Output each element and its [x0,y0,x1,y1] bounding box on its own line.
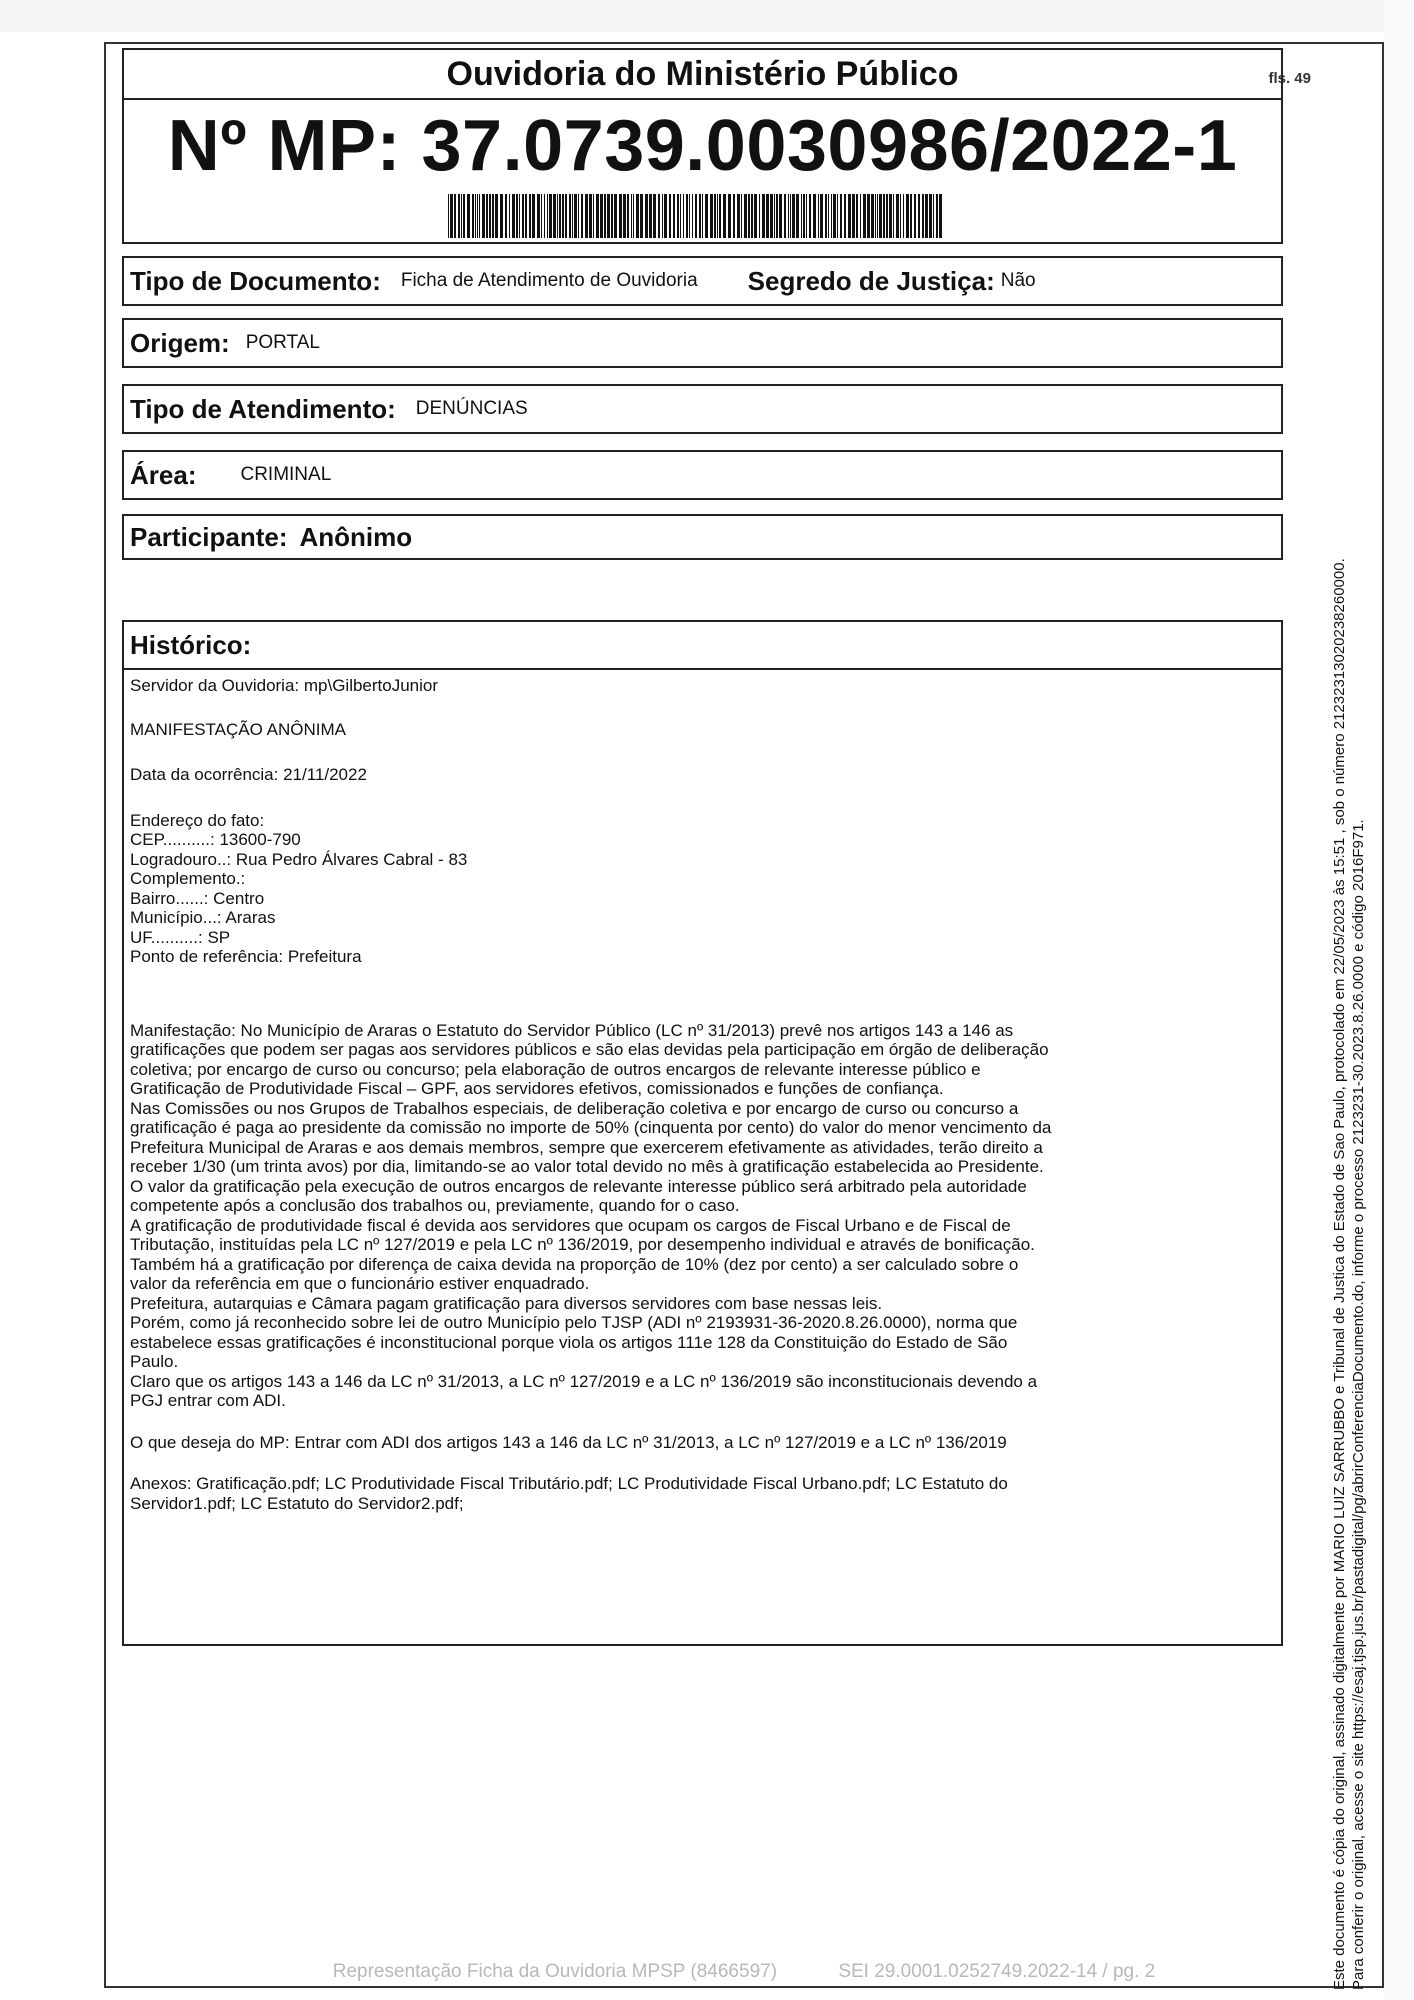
anexos-line: Servidor1.pdf; LC Estatuto do Servidor2.pdf; [130,1493,464,1513]
tipo-documento-label: Tipo de Documento: [130,265,381,296]
deseja-text: O que deseja do MP: Entrar com ADI dos artigos 143 a 146 da LC nº 31/2013, a LC nº 127/2019 e a LC nº 136/2019 [130,1432,1007,1452]
page-footer [106,1961,1382,1983]
manifestacao-line: Nas Comissões ou nos Grupos de Trabalhos especiais, de deliberação coletiva e por encargo de curso ou concurso a [130,1098,1019,1118]
mp-number [124,106,1281,186]
side-stamp-line-1: Este documento é cópia do original, assinado digitalmente por MARIO LUIZ SARRUBBO e Tribunal de Justica do Estado de Sao Paulo, protocolado em 22/05/2023 às 15:51 , sob o número 21232313020238260000. [1331,558,1348,1990]
title-row [124,50,1311,100]
historico-header [122,620,1283,670]
tipo-documento-row [122,256,1283,306]
participante-label: Participante: [130,521,288,552]
mp-number-label: Nº MP: [167,106,401,186]
manifestacao-line: receber 1/30 (um trinta avos) por dia, limitando-se ao valor total devido no mês à gratificação estabelecida ao Presidente. [130,1157,1044,1176]
anexos-line: Anexos: Gratificação.pdf; LC Produtividade Fiscal Tributário.pdf; LC Produtividade Fiscal Urbano.pdf; LC Estatuto do [130,1474,1008,1493]
viewer-right-gutter [1384,0,1414,2000]
endereco-line: CEP..........: 13600-790 [130,830,301,849]
document-page [104,42,1384,1988]
manifestacao-line: O valor da gratificação pela execução de outros encargos de relevante interesse público será arbitrado pela autoridade [130,1176,1027,1196]
manifestacao-line: Prefeitura, autarquias e Câmara pagam gratificação para diversos servidores com base nessas leis. [130,1293,883,1313]
manifestacao-tipo-text: MANIFESTAÇÃO ANÔNIMA [130,719,346,739]
endereco-line: UF..........: SP [130,927,231,947]
segredo-label: Segredo de Justiça: [747,265,995,296]
mp-number-value: 37.0739.0030986/2022-1 [421,106,1238,186]
historico-body [122,670,1283,1646]
manifestacao-line: A gratificação de produtividade fiscal é devida aos servidores que ocupam os cargos de Fiscal Urbano e de Fiscal de [130,1215,1011,1235]
manifestacao-line: Tributação, instituídas pela LC nº 127/2019 e pela LC nº 136/2019, por desempenho individual e através de bonificação. [130,1235,1035,1254]
viewer-top-strip [0,0,1414,32]
area-value: CRIMINAL [240,464,332,485]
manifestacao-line: Prefeitura Municipal de Araras e aos demais membros, sempre que exercerem efetivamente as atividades, terão direito a [130,1137,1043,1157]
participante-value: Anônimo [299,521,413,552]
area-label: Área: [130,459,197,490]
endereco-line: Bairro......: Centro [130,888,265,908]
manifestacao-line: Porém, como já reconhecido sobre lei de outro Município pelo TJSP (ADI nº 2193931-36-2020.8.26.0000), norma que [130,1313,1018,1332]
endereco-line: Logradouro..: Rua Pedro Álvares Cabral - 83 [130,849,468,869]
endereco-line: Endereço do fato: [130,810,265,830]
endereco-line: Município...: Araras [130,908,276,927]
manifestacao-line: gratificações que podem ser pagas aos servidores públicos e são elas devidas pela participação em órgão de deliberação [130,1040,1049,1059]
manifestacao-line: Claro que os artigos 143 a 146 da LC nº 31/2013, a LC nº 127/2019 e a LC nº 136/2019 são inconstitucionais devendo a [130,1371,1038,1391]
historico-label: Histórico: [130,629,252,660]
endereco-line: Complemento.: [130,869,246,888]
data-ocorrencia-text: Data da ocorrência: 21/11/2022 [130,765,367,784]
manifestacao-line: estabelece essas gratificações é inconstitucional porque viola os artigos 111e 128 da Constituição do Estado de São [130,1332,1008,1352]
endereco-block [130,811,1275,967]
barcode-image [448,194,944,238]
manifestacao-line: PGJ entrar com ADI. [130,1391,286,1410]
manifestacao-line: Gratificação de Produtividade Fiscal – GPF, aos servidores efetivos, comissionados e funções de confiança. [130,1079,944,1098]
manifestacao-line: Manifestação: No Município de Araras o Estatuto do Servidor Público (LC nº 31/2013) prevê nos artigos 143 a 146 as [130,1020,1014,1040]
footer-right: SEI 29.0001.0252749.2022-14 / pg. 2 [838,1961,1156,1982]
side-stamp-line-2: Para conferir o original, acesse o site https://esaj.tjsp.jus.br/pastadigital/pg/abrirConferenciaDocumento.do, informe o processo 2123231-30.2023.8.26.0000 e código 2016F971. [1350,819,1367,1990]
manifestacao-line: competente após a conclusão dos trabalhos ou, previamente, quando for o caso. [130,1196,740,1215]
area-row [122,450,1283,500]
manifestacao-line: coletiva; por encargo de curso ou concurso; pela elaboração de outros encargos de relevante interesse público e [130,1059,981,1079]
anexos-block [130,1474,1275,1513]
tipo-atendimento-row [122,384,1283,434]
footer-left: Representação Ficha da Ouvidoria MPSP (8466597) [332,1961,778,1982]
manifestacao-line: Paulo. [130,1352,179,1371]
servidor-text: Servidor da Ouvidoria: mp\GilbertoJunior [130,676,439,695]
manifestacao-block [130,1021,1275,1411]
header-box [122,48,1311,244]
manifestacao-line: valor da referência em que o funcionário estiver enquadrado. [130,1274,590,1293]
tipo-documento-value: Ficha de Atendimento de Ouvidoria [400,270,698,291]
origem-label: Origem: [130,327,230,358]
manifestacao-line: Também há a gratificação por diferença de caixa devida na proporção de 10% (dez por cento) a ser calculado sobre o [130,1254,1019,1274]
tipo-atendimento-value: DENÚNCIAS [415,398,528,419]
page-folio: fls. 49 [1268,70,1311,87]
manifestacao-line: gratificação é paga ao presidente da comissão no importe de 50% (cinquenta por cento) do valor do menor vencimento da [130,1118,1052,1137]
origem-row [122,318,1283,368]
endereco-line: Ponto de referência: Prefeitura [130,947,362,966]
page-title: Ouvidoria do Ministério Público [446,55,959,93]
side-stamp [1330,40,1368,1990]
tipo-atendimento-label: Tipo de Atendimento: [130,393,396,424]
participante-row [122,514,1283,560]
segredo-value: Não [1000,270,1036,291]
origem-value: PORTAL [245,332,320,353]
